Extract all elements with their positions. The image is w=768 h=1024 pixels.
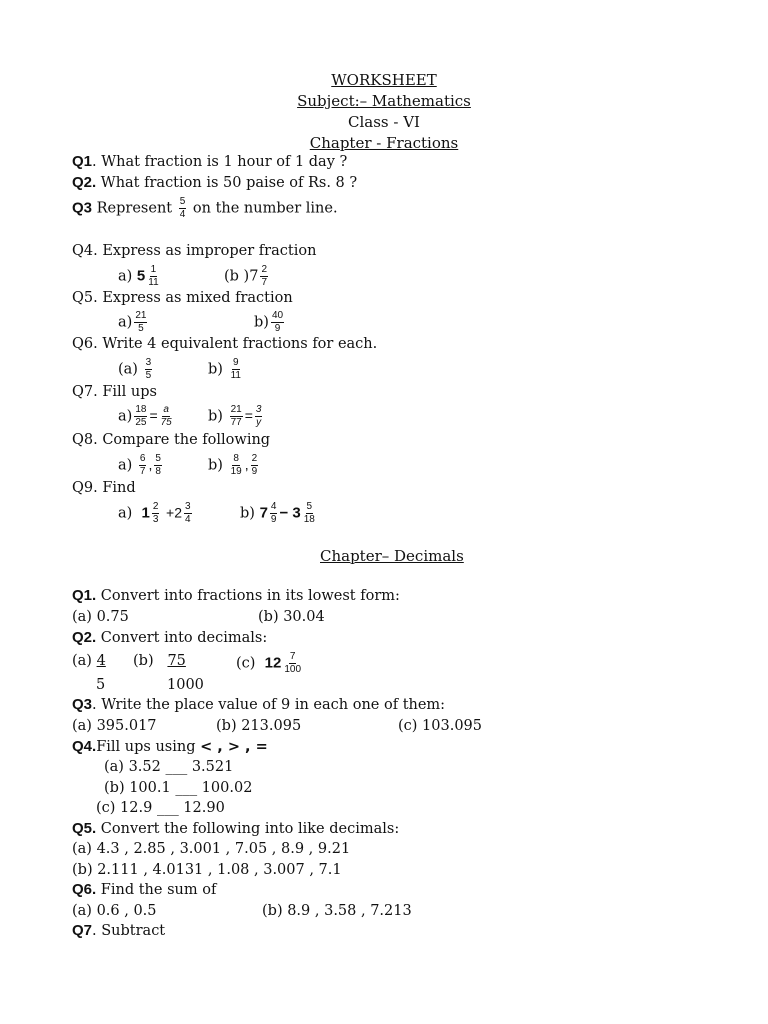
question-label: Q3 bbox=[72, 199, 93, 217]
question-text: . Subtract bbox=[92, 923, 166, 939]
decimals-q3 bbox=[72, 696, 445, 714]
decimals-q4-c: (c) 12.9 ___ 12.90 bbox=[96, 800, 225, 816]
fractions-q3 bbox=[72, 197, 338, 220]
fractions-q6-a: (a) $\frac{3}{5}$ bbox=[118, 357, 152, 381]
fractions-q7: Q7. Fill ups bbox=[72, 384, 157, 400]
fractions-q4-a: a) 5 $\frac{1}{11}$ bbox=[118, 264, 159, 288]
fractions-q4-b: (b )7 $\frac{2}{7}$ bbox=[224, 264, 268, 288]
worksheet-title: WORKSHEET bbox=[331, 71, 437, 89]
chapter-decimals-heading: Chapter– Decimals bbox=[320, 547, 464, 565]
fractions-q5: Q5. Express as mixed fraction bbox=[72, 290, 293, 306]
question-label: Q1 bbox=[72, 153, 93, 170]
decimals-q2-b: (b) 75 bbox=[133, 653, 186, 669]
decimals-q2 bbox=[72, 629, 267, 647]
fraction: $\frac{6}{7}$ bbox=[139, 453, 146, 477]
fractions-q9-a: a) 1 $\frac{2}{3}$ +2 $\frac{3}{4}$ bbox=[118, 501, 191, 525]
decimals-q6-a: (a) 0.6 , 0.5 bbox=[72, 903, 157, 919]
decimals-q3-a: (a) 395.017 bbox=[72, 718, 157, 734]
question-text: . What fraction is 1 hour of 1 day ? bbox=[92, 154, 348, 170]
question-label: Q5. bbox=[72, 820, 97, 837]
fraction: $\frac{1}{11}$ bbox=[148, 264, 159, 288]
fraction: $\frac{21}{5}$ bbox=[135, 310, 147, 334]
decimals-q4-a: (a) 3.52 ___ 3.521 bbox=[104, 759, 234, 775]
decimals-q4-b: (b) 100.1 ___ 100.02 bbox=[104, 780, 253, 796]
decimals-q3-b: (b) 213.095 bbox=[216, 718, 302, 734]
decimals-q1-b: (b) 30.04 bbox=[258, 609, 325, 625]
question-text: Convert into fractions in its lowest form: bbox=[96, 588, 400, 604]
fraction: $\frac{5}{4}$ bbox=[179, 196, 186, 220]
fraction: $\frac{40}{9}$ bbox=[271, 310, 284, 334]
question-text: Convert into decimals: bbox=[96, 630, 268, 646]
question-text: Represent bbox=[92, 200, 177, 217]
fractions-q8: Q8. Compare the following bbox=[72, 432, 271, 448]
fraction: $\frac{21}{77}$ bbox=[230, 404, 242, 428]
fraction: $\frac{18}{25}$ bbox=[135, 404, 147, 428]
fractions-q5-b: b) $\frac{40}{9}$ bbox=[254, 310, 284, 334]
fractions-q6-b: b) $\frac{9}{11}$ bbox=[208, 357, 241, 381]
question-label: Q2. bbox=[72, 629, 97, 646]
fractions-q2 bbox=[72, 174, 357, 192]
fraction: $\frac{4}{9}$ bbox=[270, 501, 277, 525]
decimals-q2-b-den: 1000 bbox=[167, 677, 204, 693]
fractions-q8-b: b) $\frac{8}{19}$ , $\frac{2}{9}$ bbox=[208, 453, 258, 477]
fraction: $\frac{8}{19}$ bbox=[230, 453, 242, 477]
decimals-q4 bbox=[72, 738, 268, 756]
decimals-q6-b: (b) 8.9 , 3.58 , 7.213 bbox=[262, 903, 412, 919]
fractions-q8-a: a) $\frac{6}{7}$ , $\frac{5}{8}$ bbox=[118, 453, 161, 477]
decimals-q5-a: (a) 4.3 , 2.85 , 3.001 , 7.05 , 8.9 , 9.21 bbox=[72, 841, 351, 857]
fractions-q7-b: b) $\frac{21}{77}$ = $\frac{3}{y}$ bbox=[208, 404, 262, 428]
decimals-q5 bbox=[72, 820, 399, 838]
decimals-q5-b: (b) 2.111 , 4.0131 , 1.08 , 3.007 , 7.1 bbox=[72, 862, 342, 878]
question-label: Q1. bbox=[72, 587, 97, 604]
question-text: Find the sum of bbox=[96, 882, 217, 898]
subject-heading: Subject:– Mathematics bbox=[297, 92, 471, 110]
fractions-q9-b: b) 7 $\frac{4}{9}$ − 3 $\frac{5}{18}$ bbox=[240, 501, 315, 525]
question-text: Fill ups using bbox=[96, 739, 201, 755]
decimals-q7 bbox=[72, 922, 165, 940]
fraction: $\frac{5}{18}$ bbox=[303, 501, 315, 525]
decimals-q6 bbox=[72, 881, 216, 899]
fractions-q7-a: a) $\frac{18}{25}$ = $\frac{a}{75}$ bbox=[118, 404, 172, 428]
question-label: Q7 bbox=[72, 922, 93, 939]
question-label: Q4. bbox=[72, 738, 97, 755]
question-text: What fraction is 50 paise of Rs. 8 ? bbox=[96, 175, 358, 191]
decimals-q1-a: (a) 0.75 bbox=[72, 609, 129, 625]
fraction: $\frac{2}{7}$ bbox=[261, 264, 268, 288]
comparison-symbols: < , > , = bbox=[200, 739, 268, 755]
question-label: Q6. bbox=[72, 881, 97, 898]
question-text: . Write the place value of 9 in each one of them: bbox=[92, 697, 446, 713]
fractions-q5-a: a) $\frac{21}{5}$ bbox=[118, 310, 147, 334]
fraction: $\frac{2}{3}$ bbox=[152, 501, 159, 525]
question-text: on the number line. bbox=[188, 200, 338, 217]
fraction: $\frac{3}{4}$ bbox=[185, 501, 191, 525]
fraction: $\frac{3}{5}$ bbox=[145, 357, 152, 381]
fraction: $\frac{3}{y}$ bbox=[255, 404, 262, 428]
fraction: $\frac{2}{9}$ bbox=[251, 453, 258, 477]
chapter-fractions-heading: Chapter - Fractions bbox=[309, 134, 459, 152]
decimals-q1 bbox=[72, 587, 400, 605]
fraction: $\frac{7}{100}$ bbox=[284, 651, 302, 675]
decimals-q2-a: (a) 4 bbox=[72, 653, 106, 669]
decimals-q2-c: (c) 12 $\frac{7}{100}$ bbox=[236, 651, 302, 675]
fractions-q1 bbox=[72, 153, 347, 171]
fraction: $\frac{a}{75}$ bbox=[160, 404, 172, 428]
fraction: $\frac{5}{8}$ bbox=[155, 453, 161, 477]
question-label: Q2. bbox=[72, 174, 97, 191]
fractions-q4: Q4. Express as improper fraction bbox=[72, 243, 317, 259]
question-text: Convert the following into like decimals: bbox=[96, 821, 400, 837]
fraction: $\frac{9}{11}$ bbox=[230, 357, 241, 381]
question-label: Q3 bbox=[72, 696, 93, 713]
decimals-q2-a-den: 5 bbox=[96, 677, 106, 693]
decimals-q3-c: (c) 103.095 bbox=[398, 718, 483, 734]
fractions-q6: Q6. Write 4 equivalent fractions for each. bbox=[72, 336, 378, 352]
class-heading: Class - VI bbox=[348, 113, 420, 131]
fractions-q9: Q9. Find bbox=[72, 480, 136, 496]
